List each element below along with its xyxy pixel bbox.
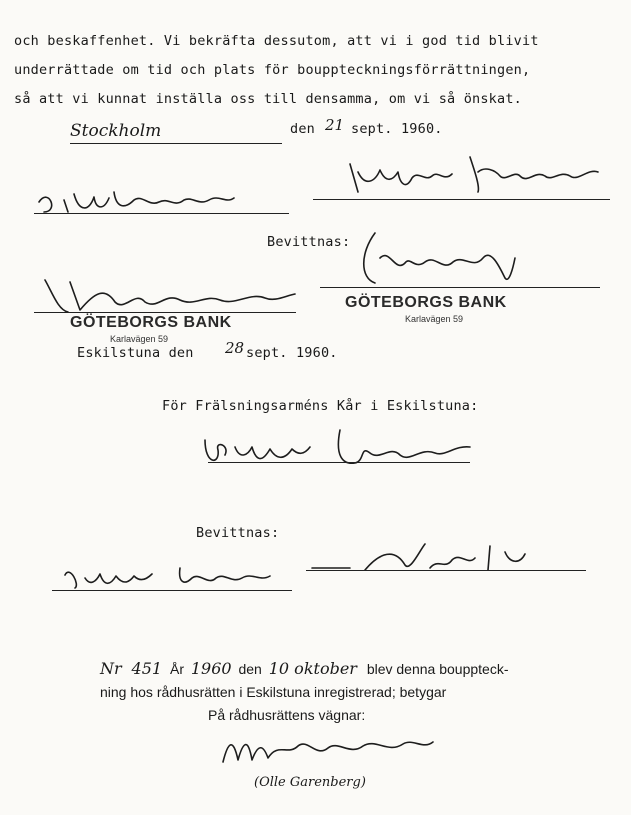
witness-line-1 xyxy=(34,312,296,313)
registration-line-1 xyxy=(100,659,509,678)
date1-rest: sept. 1960. xyxy=(351,121,443,137)
registration-year: 1960 xyxy=(190,659,232,678)
witness-line-2 xyxy=(320,287,600,288)
bank-stamp-1-address: Karlavägen 59 xyxy=(110,334,169,344)
signature-witness-2 xyxy=(355,228,525,288)
signature-witness-1 xyxy=(40,272,300,317)
registration-line-2: ning hos rådhusrätten i Eskilstuna inregistrerad; betygar xyxy=(100,684,447,700)
date1-day: 21 xyxy=(325,116,345,134)
registration-den: den xyxy=(238,661,262,677)
signature-line-1 xyxy=(34,213,289,214)
date1-den: den xyxy=(290,121,315,137)
signature-line-2 xyxy=(313,199,610,200)
witness-line-4 xyxy=(306,570,586,571)
signature-ingeborg-eriksson xyxy=(340,152,610,202)
corps-signature-line xyxy=(208,462,470,463)
bank-stamp-2-address: Karlavägen 59 xyxy=(405,314,464,324)
registration-nr-value: 451 xyxy=(131,659,163,678)
body-line-3: så att vi kunnat inställa oss till densamma, om vi så önskat. xyxy=(14,91,522,107)
bank-stamp-1-name: GÖTEBORGS BANK xyxy=(70,314,232,331)
bevittnas-label-2: Bevittnas: xyxy=(196,525,280,541)
signature-corps-officer xyxy=(200,425,480,475)
registration-line-1-rest: blev denna bouppteck- xyxy=(366,661,509,677)
witness-line-3 xyxy=(52,590,292,591)
date2-day: 28 xyxy=(225,339,245,357)
bank-stamp-2-name: GÖTEBORGS BANK xyxy=(345,294,507,311)
body-line-1: och beskaffenhet. Vi bekräfta dessutom, att vi i god tid blivit xyxy=(14,33,539,49)
date2-rest: sept. 1960. xyxy=(246,345,338,361)
place-handwritten-stockholm: Stockholm xyxy=(70,121,162,141)
date2-place-den: Eskilstuna den xyxy=(77,345,194,361)
registration-nr-label: Nr xyxy=(100,659,122,678)
signature-registrar xyxy=(218,732,438,772)
signature-witness-3 xyxy=(60,560,290,590)
registration-date: 10 oktober xyxy=(268,659,357,678)
signature-sigrid-tornberg xyxy=(34,182,244,222)
bevittnas-label-1: Bevittnas: xyxy=(267,234,351,250)
body-line-2: underrättade om tid och plats för bouppteckningsförrättningen, xyxy=(14,62,531,78)
registration-ar-label: År xyxy=(169,661,184,677)
registrar-name: (Olle Garenberg) xyxy=(254,775,366,790)
corps-heading: För Frälsningsarméns Kår i Eskilstuna: xyxy=(162,398,479,414)
place-line xyxy=(70,143,282,144)
registration-line-3: På rådhusrättens vägnar: xyxy=(208,707,366,723)
